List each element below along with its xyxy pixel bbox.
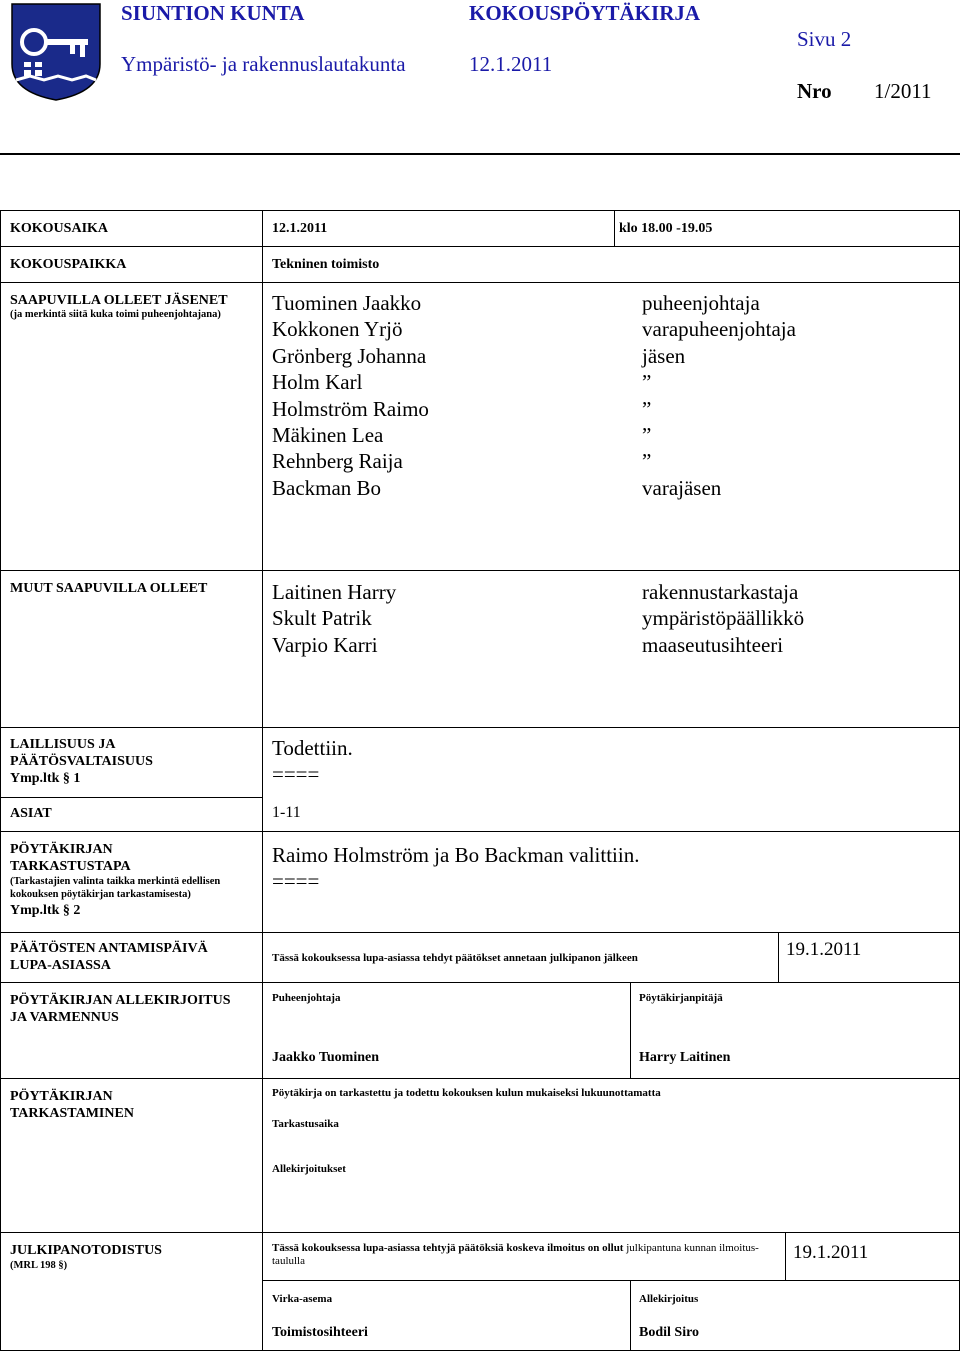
review-method-label — [10, 841, 220, 919]
legality-ref: Ymp.ltk § 1 — [10, 771, 81, 786]
row-divider — [0, 982, 960, 983]
member-name: Backman Bo — [272, 475, 382, 500]
board-name: Ympäristö- ja rakennuslautakunta — [121, 52, 406, 76]
row-divider — [0, 932, 960, 933]
member-name: Tuominen Jaakko — [272, 291, 422, 315]
others-roles — [642, 579, 804, 658]
meeting-place-label: KOKOUSPAIKKA — [10, 257, 127, 272]
decision-date-text: Tässä kokouksessa lupa-asiassa tehdyt päätökset annetaan julkipanon jälkeen — [272, 952, 638, 964]
header-divider — [0, 153, 960, 155]
row-divider — [0, 246, 960, 247]
other-role: rakennustarkastaja — [642, 580, 799, 604]
legality-underline: ==== — [272, 762, 320, 786]
member-name: Kokkonen Yrjö — [272, 317, 403, 342]
column-divider — [262, 210, 263, 1351]
other-name: Laitinen Harry — [272, 580, 397, 604]
signature-label-line1: PÖYTÄKIRJAN ALLEKIRJOITUS — [10, 993, 231, 1008]
member-name: Holm Karl — [272, 370, 363, 395]
notice-label-title: JULKIPANOTODISTUS — [10, 1243, 162, 1258]
row-divider — [0, 1078, 960, 1079]
members-note: (ja merkintä siitä kuka toimi puheenjohtajana) — [10, 309, 221, 320]
others-label: MUUT SAAPUVILLA OLLEET — [10, 581, 208, 596]
review-label-line1: PÖYTÄKIRJAN — [10, 1089, 113, 1104]
member-name: Rehnberg Raija — [272, 449, 403, 474]
review-signatures-label: Allekirjoitukset — [272, 1163, 346, 1175]
cell-divider — [614, 210, 615, 246]
meeting-date: 12.1.2011 — [469, 52, 553, 76]
member-role: ” — [642, 422, 652, 447]
chair-name: Jaakko Tuominen — [272, 1050, 379, 1065]
nro-value: 1/2011 — [874, 79, 932, 103]
notice-text — [272, 1242, 782, 1268]
municipal-crest — [10, 2, 102, 102]
decision-date-value: 19.1.2011 — [786, 939, 862, 960]
member-name: Mäkinen Lea — [272, 422, 384, 447]
review-statement: Pöytäkirja on tarkastettu ja todettu kokouksen kulun mukaiseksi lukuunottamatta — [272, 1087, 661, 1099]
decision-date-label-line1: PÄÄTÖSTEN ANTAMISPÄIVÄ — [10, 941, 208, 956]
other-role: maaseutusihteeri — [642, 632, 784, 657]
row-divider — [262, 1280, 960, 1281]
meeting-time-date: 12.1.2011 — [272, 221, 328, 236]
decision-date-label-line2: LUPA-ASIASSA — [10, 958, 111, 973]
member-role: ” — [642, 370, 652, 395]
review-label — [10, 1088, 134, 1122]
meeting-time-clock: klo 18.00 -19.05 — [619, 221, 713, 236]
row-divider — [0, 282, 960, 283]
other-name: Skult Patrik — [272, 606, 372, 631]
member-role: ” — [642, 396, 652, 421]
notice-text-bold: Tässä kokouksessa lupa-asiassa tehtyjä päätöksiä koskeva ilmoitus on ollut — [272, 1242, 624, 1254]
member-name: Grönberg Johanna — [272, 343, 427, 368]
row-divider — [0, 727, 960, 728]
chair-label: Puheenjohtaja — [272, 992, 341, 1004]
notice-position-value: Toimistosihteeri — [272, 1325, 368, 1340]
member-role: jäsen — [642, 343, 686, 368]
document-type: KOKOUSPÖYTÄKIRJA — [469, 1, 701, 25]
review-method-ref: Ymp.ltk § 2 — [10, 903, 81, 918]
page-number: Sivu 2 — [797, 27, 852, 51]
legality-label — [10, 736, 153, 787]
meeting-place-value: Tekninen toimisto — [272, 257, 380, 272]
municipality-name: SIUNTION KUNTA — [121, 1, 305, 25]
members-label: SAAPUVILLA OLLEET JÄSENET — [10, 293, 228, 308]
notice-signature-label: Allekirjoitus — [639, 1293, 699, 1305]
decision-date-label — [10, 940, 208, 974]
signature-label — [10, 992, 231, 1026]
members-roles — [642, 290, 796, 501]
notice-label — [10, 1242, 162, 1272]
notice-ref: (MRL 198 §) — [10, 1260, 68, 1271]
notice-signature-value: Bodil Siro — [639, 1325, 700, 1340]
member-role: varapuheenjohtaja — [642, 317, 796, 342]
legality-label-line2: PÄÄTÖSVALTAISUUS — [10, 754, 153, 769]
notice-date: 19.1.2011 — [793, 1242, 869, 1263]
member-role: puheenjohtaja — [642, 291, 760, 315]
review-time-label: Tarkastusaika — [272, 1118, 339, 1130]
row-divider — [0, 831, 960, 832]
row-divider — [0, 570, 960, 571]
review-method-label-line2: TARKASTUSTAPA — [10, 859, 131, 874]
matters-value: 1-11 — [272, 804, 301, 821]
member-role: varajäsen — [642, 475, 722, 500]
review-label-line2: TARKASTAMINEN — [10, 1106, 134, 1121]
cell-divider — [785, 1232, 786, 1280]
other-name: Varpio Karri — [272, 632, 378, 657]
secretary-label: Pöytäkirjanpitäjä — [639, 992, 723, 1004]
row-divider — [0, 1232, 960, 1233]
cell-divider — [630, 982, 631, 1078]
notice-text-rest: julkipantuna kunnan ilmoitus- — [623, 1242, 759, 1254]
table-border-left — [0, 210, 1, 1351]
member-name: Holmström Raimo — [272, 396, 429, 421]
others-names — [272, 579, 396, 658]
other-role: ympäristöpäällikkö — [642, 606, 805, 631]
review-method-label-line1: PÖYTÄKIRJAN — [10, 842, 113, 857]
secretary-name: Harry Laitinen — [639, 1050, 731, 1065]
members-names — [272, 290, 429, 501]
cell-divider — [778, 932, 779, 982]
table-border-top — [0, 210, 960, 211]
member-role: ” — [642, 449, 652, 474]
cell-divider — [630, 1280, 631, 1351]
notice-position-label: Virka-asema — [272, 1293, 333, 1305]
meeting-time-label: KOKOUSAIKA — [10, 221, 109, 236]
signature-label-line2: JA VARMENNUS — [10, 1010, 119, 1025]
matters-label: ASIAT — [10, 806, 52, 821]
legality-label-line1: LAILLISUUS JA — [10, 737, 116, 752]
review-method-note-line2: kokouksen pöytäkirjan tarkastamisesta) — [10, 889, 191, 900]
nro-label: Nro — [797, 79, 832, 103]
row-divider — [0, 797, 262, 798]
review-method-note-line1: (Tarkastajien valinta taikka merkintä edellisen — [10, 876, 221, 887]
notice-text-rest-2: taululla — [272, 1255, 305, 1267]
review-method-underline: ==== — [272, 869, 320, 893]
review-method-text: Raimo Holmström ja Bo Backman valittiin. — [272, 843, 640, 867]
legality-text: Todettiin. — [272, 736, 353, 760]
